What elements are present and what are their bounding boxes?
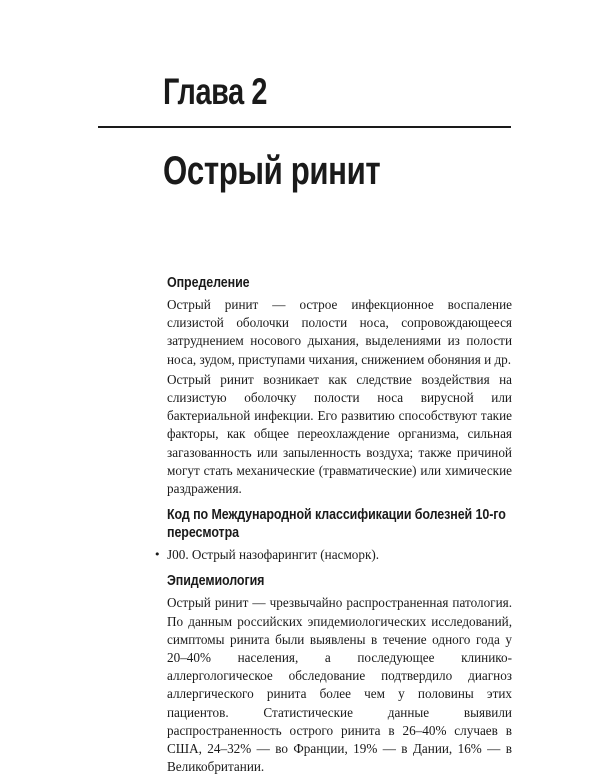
chapter-content (154, 274, 512, 784)
icd-code-list (154, 546, 512, 564)
epidemiology-paragraph: Острый ринит — чрезвычайно распространенная патология. По данным российских эпидемиологических исследований, симптомы ринита были выявлены в течение одного года у 20–40% населения, а последующее клинико-аллергологическое обследование подтвердило диагноз аллергического ринита более чем у половины этих пациентов. Статистические данные выявили распространенность острого ринита в 26–40% случаев в США, 24–32% — во Франции, 19% — в Дании, 16% — в Великобритании. (167, 595, 512, 775)
section-heading-icd: Код по Международной классификации болезней 10-го пересмотра (167, 507, 506, 542)
section-definition (167, 274, 512, 498)
list-item (154, 546, 512, 564)
icd-code-text: J00. Острый назофарингит (насморк). (167, 547, 380, 563)
definition-paragraph: Острый ринит возникает как следствие воздействия на слизистую оболочку полости носа вирусной или бактериальной инфекции. Его развитию способствуют такие факторы, как общее переохлаждение организма, сильная загазованность или запыленность воздуха; также причиной могут стать механические (травматические) или химические раздражения. (167, 371, 512, 497)
section-icd-code (154, 506, 512, 564)
section-heading-epidemiology: Эпидемиология (167, 573, 265, 590)
section-heading-definition: Определение (167, 275, 250, 291)
section-epidemiology (167, 572, 512, 776)
bullet-dot-icon: • (154, 548, 161, 562)
chapter-divider (98, 126, 511, 128)
chapter-number: Глава 2 (163, 71, 268, 112)
definition-paragraph: Острый ринит — острое инфекционное воспаление слизистой оболочки полости носа, сопровождающееся затруднением носового дыхания, выделениями из полости носа, зудом, приступами чихания, снижением обоняния и др. (167, 297, 512, 367)
chapter-title: Острый ринит (163, 149, 381, 193)
